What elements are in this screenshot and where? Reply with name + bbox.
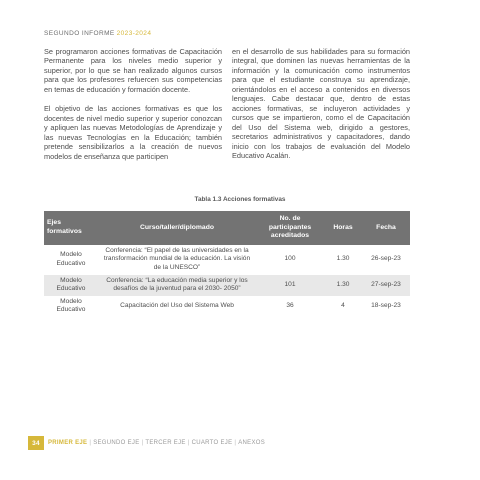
header-participantes: No. de participantes acreditados xyxy=(256,211,324,245)
footer-link-segundo-eje[interactable]: SEGUNDO EJE xyxy=(93,440,140,446)
footer-nav xyxy=(28,436,265,450)
page-number: 34 xyxy=(28,436,44,450)
footer-separator: | xyxy=(187,440,190,446)
body-text xyxy=(44,47,410,171)
report-header-year: 2023-2024 xyxy=(116,30,152,37)
paragraph: Se programaron acciones formativas de Capacitación Permanente para los niveles medio superior y superior, por lo que se han realizado algunos cursos para que los profesores refuercen sus competencias en temas de educación y formación docente. xyxy=(44,47,222,94)
cell-horas: 1.30 xyxy=(336,255,350,263)
right-column xyxy=(232,47,410,171)
footer-separator: | xyxy=(141,440,144,446)
cell-fecha: 26-sep-23 xyxy=(371,255,401,263)
cell-eje: Modelo Educativo xyxy=(44,275,98,296)
report-header-label: SEGUNDO INFORME xyxy=(44,30,115,37)
cell-fecha: 27-sep-23 xyxy=(362,275,410,296)
footer-separator: | xyxy=(89,440,92,446)
cell-participantes: 101 xyxy=(256,275,324,296)
report-header xyxy=(44,30,151,37)
cell-eje: Modelo Educativo xyxy=(56,251,86,267)
header-horas: Horas xyxy=(324,211,362,245)
cell-eje: Modelo Educativo xyxy=(56,297,86,314)
cell-curso: Conferencia: “El papel de las universidades en la transformación mundial de la educación. La visión de la UNESCO” xyxy=(103,246,251,271)
table-title: Tabla 1.3 Acciones formativas xyxy=(194,196,286,203)
cell-horas: 4 xyxy=(341,302,345,310)
header-curso: Curso/taller/diplomado xyxy=(98,211,256,245)
paragraph: en el desarrollo de sus habilidades para su formación integral, que dominen las nuevas herramientas de la información y la comunicación como instrumentos para que el estudiante construya su aprendizaje, orientándolos en el acceso a contenidos en diversos lenguajes. Cabe destacar que, dentro de estas acciones formativas, se incluyeron actividades y cursos que se impartieron, como el de Capacitación del Uso del Sistema web, dirigido a gestores, secretarios administrativos y capacitadores, dando inicio con los trabajos de evaluación del Modelo Educativo Acalán. xyxy=(232,47,410,160)
actions-table xyxy=(44,211,410,317)
cell-curso: Capacitación del Uso del Sistema Web xyxy=(120,302,234,310)
table-header-row xyxy=(44,211,410,245)
cell-fecha: 18-sep-23 xyxy=(371,302,401,310)
footer-link-cuarto-eje[interactable]: CUARTO EJE xyxy=(191,440,233,446)
header-ejes: Ejes formativos xyxy=(44,211,98,245)
table-row xyxy=(44,296,410,317)
cell-curso: Conferencia: “La educación media superior y los desafíos de la juventud para el 2030- 2050” xyxy=(98,275,256,296)
table-row xyxy=(44,275,410,296)
footer-link-primer-eje[interactable]: PRIMER EJE xyxy=(48,440,88,446)
header-fecha: Fecha xyxy=(362,211,410,245)
footer-link-anexos[interactable]: ANEXOS xyxy=(238,440,266,446)
footer-separator: | xyxy=(234,440,237,446)
paragraph: El objetivo de las acciones formativas es que los docentes de nivel medio superior y superior conozcan y apliquen las nuevas Metodologías de Aprendizaje y las nuevas Tecnologías en la Educación; también pretende sensibilizarlos a la creación de nuevos modelos de enseñanza que participen xyxy=(44,104,222,161)
cell-participantes: 36 xyxy=(286,302,294,310)
cell-participantes: 100 xyxy=(284,255,296,263)
footer-link-tercer-eje[interactable]: TERCER EJE xyxy=(145,440,186,446)
cell-horas: 1.30 xyxy=(324,275,362,296)
left-column xyxy=(44,47,222,171)
table-row xyxy=(44,245,410,275)
